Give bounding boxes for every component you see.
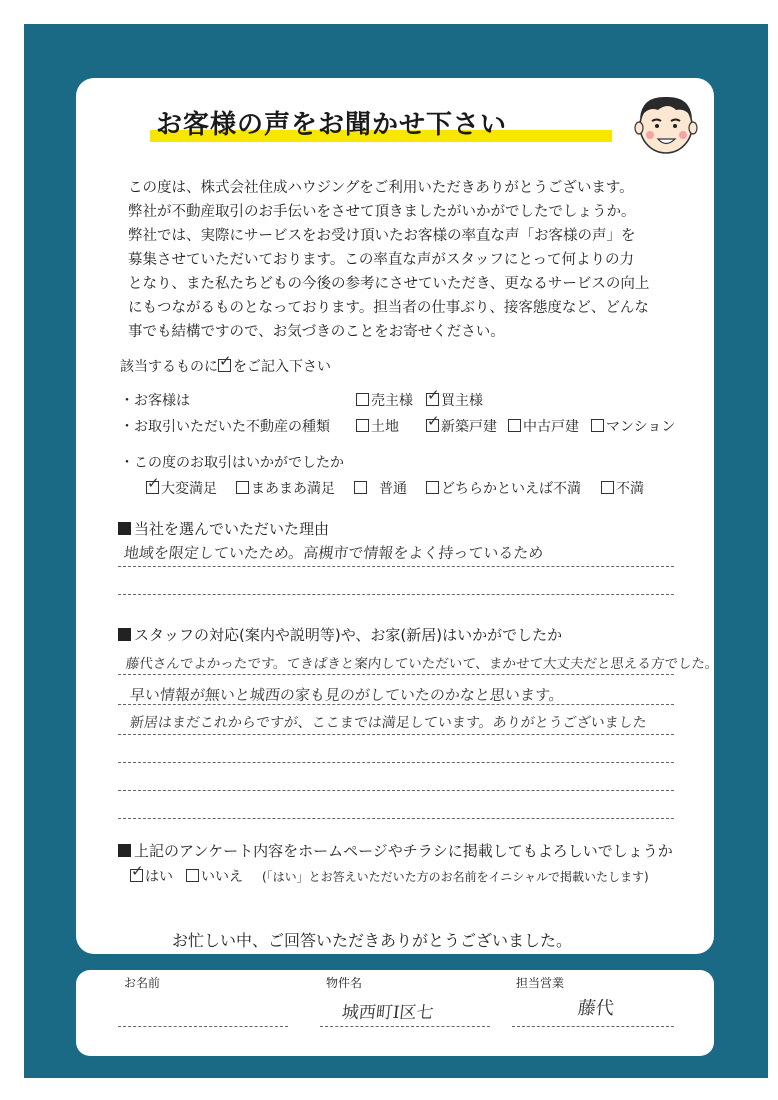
option-dissatisfied[interactable]: 不満 — [601, 478, 644, 498]
answer-line — [118, 594, 674, 595]
page-title: お客様の声をお聞かせ下さい — [156, 110, 508, 140]
option-somewhat-satisfied[interactable]: まあまあ満足 — [236, 478, 335, 498]
property-line — [320, 1026, 490, 1027]
consent-note: (「はい」とお答えいただいた方のお名前をイニシャルで掲載いたします) — [262, 870, 649, 884]
checkbox-icon — [426, 481, 439, 494]
answer-line — [118, 818, 674, 819]
option-seller[interactable]: 売主様 — [356, 390, 413, 410]
option-used-house[interactable]: 中古戸建 — [508, 416, 579, 436]
property-value[interactable]: 城西町Ⅰ区七 — [340, 1003, 435, 1023]
checkbox-icon — [508, 419, 521, 432]
customer-type-label: ・お客様は — [120, 393, 190, 409]
answer-line — [118, 762, 674, 763]
option-somewhat-dissatisfied[interactable]: どちらかといえば不満 — [426, 478, 581, 498]
name-line — [118, 1026, 288, 1027]
checkbox-checked-icon — [426, 419, 439, 432]
name-label: お名前 — [124, 976, 161, 990]
option-new-house[interactable]: ✓ 新築戸建 — [426, 416, 497, 436]
option-neutral[interactable]: 普通 — [354, 478, 407, 498]
square-bullet-icon — [118, 844, 131, 857]
staff-answer-line-2[interactable]: 早い情報が無いと城西の家も見のがしていたのかなと思います。 — [129, 686, 565, 704]
reason-answer[interactable]: 地域を限定していたため。高槻市で情報をよく持っているため — [123, 544, 545, 562]
checkbox-icon — [601, 481, 614, 494]
staff-answer-line-1[interactable]: 藤代さんでよかったです。てきぱきと案内していただいて、まかせて大丈夫だと思える方でした。 — [124, 656, 720, 672]
square-bullet-icon — [118, 522, 131, 535]
staff-value[interactable]: 藤代 — [576, 998, 615, 1019]
checkbox-icon — [186, 869, 199, 882]
consent-yes[interactable]: ✓はい — [130, 866, 173, 886]
checkbox-icon — [354, 481, 367, 494]
instruction-prefix: 該当するものに — [120, 359, 218, 375]
answer-line — [118, 566, 674, 567]
option-very-satisfied[interactable]: ✓大変満足 — [146, 478, 217, 498]
square-bullet-icon — [118, 628, 131, 641]
answer-line — [118, 674, 674, 675]
checkbox-icon — [356, 393, 369, 406]
checkbox-icon — [356, 419, 369, 432]
option-land[interactable]: 土地 — [356, 416, 399, 436]
instruction-suffix: をご記入下さい — [233, 359, 331, 375]
answer-line — [118, 734, 674, 735]
reason-heading: 当社を選んでいただいた理由 — [118, 518, 329, 539]
checkbox-checked-icon — [146, 481, 159, 494]
property-type-label: ・お取引いただいた不動産の種類 — [120, 419, 330, 435]
property-label: 物件名 — [326, 976, 363, 990]
option-condo[interactable]: マンション — [591, 416, 675, 436]
consent-heading: 上記のアンケート内容をホームページやチラシに掲載してもよろしいでしょうか — [118, 840, 673, 861]
checkbox-icon — [236, 481, 249, 494]
checkbox-icon — [591, 419, 604, 432]
staff-line — [512, 1026, 674, 1027]
staff-answer-line-3[interactable]: 新居はまだこれからですが、ここまでは満足しています。ありがとうございました — [129, 715, 648, 731]
instruction — [120, 356, 331, 376]
staff-heading: スタッフの対応(案内や説明等)や、お家(新居)はいかがでしたか — [118, 624, 562, 645]
checkmark-icon — [218, 359, 231, 372]
thanks-text: お忙しい中、ご回答いただきありがとうございました。 — [172, 931, 573, 950]
satisfaction-label: ・この度のお取引はいかがでしたか — [120, 455, 344, 471]
option-buyer[interactable]: ✓ 買主様 — [426, 390, 483, 410]
checkbox-checked-icon — [426, 393, 439, 406]
mascot-face-icon — [628, 88, 704, 158]
intro-text: この度は、株式会社住成ハウジングをご利用いただきありがとうございます。 弊社が不動産取引のお手伝いをさせて頂きましたがいかがでしたでしょうか。 弊社では、実際にサービスをお受け頂いたお客様の率直な声「お客様の声」を 募集させていただいております。この率直な声がスタッフにとって何よりの力 となり、また私たちどもの今後の参考にさせていただき、更なるサービスの向上 にもつながるものとなっております。担当者の仕事ぶり、接客態度など、どんな 事でも結構ですので、お気づきのことをお寄せください。 — [128, 180, 650, 340]
answer-line — [118, 790, 674, 791]
checkbox-checked-icon — [130, 869, 143, 882]
consent-no[interactable]: いいえ — [186, 866, 243, 886]
staff-label: 担当営業 — [516, 976, 565, 990]
answer-line — [118, 704, 674, 705]
